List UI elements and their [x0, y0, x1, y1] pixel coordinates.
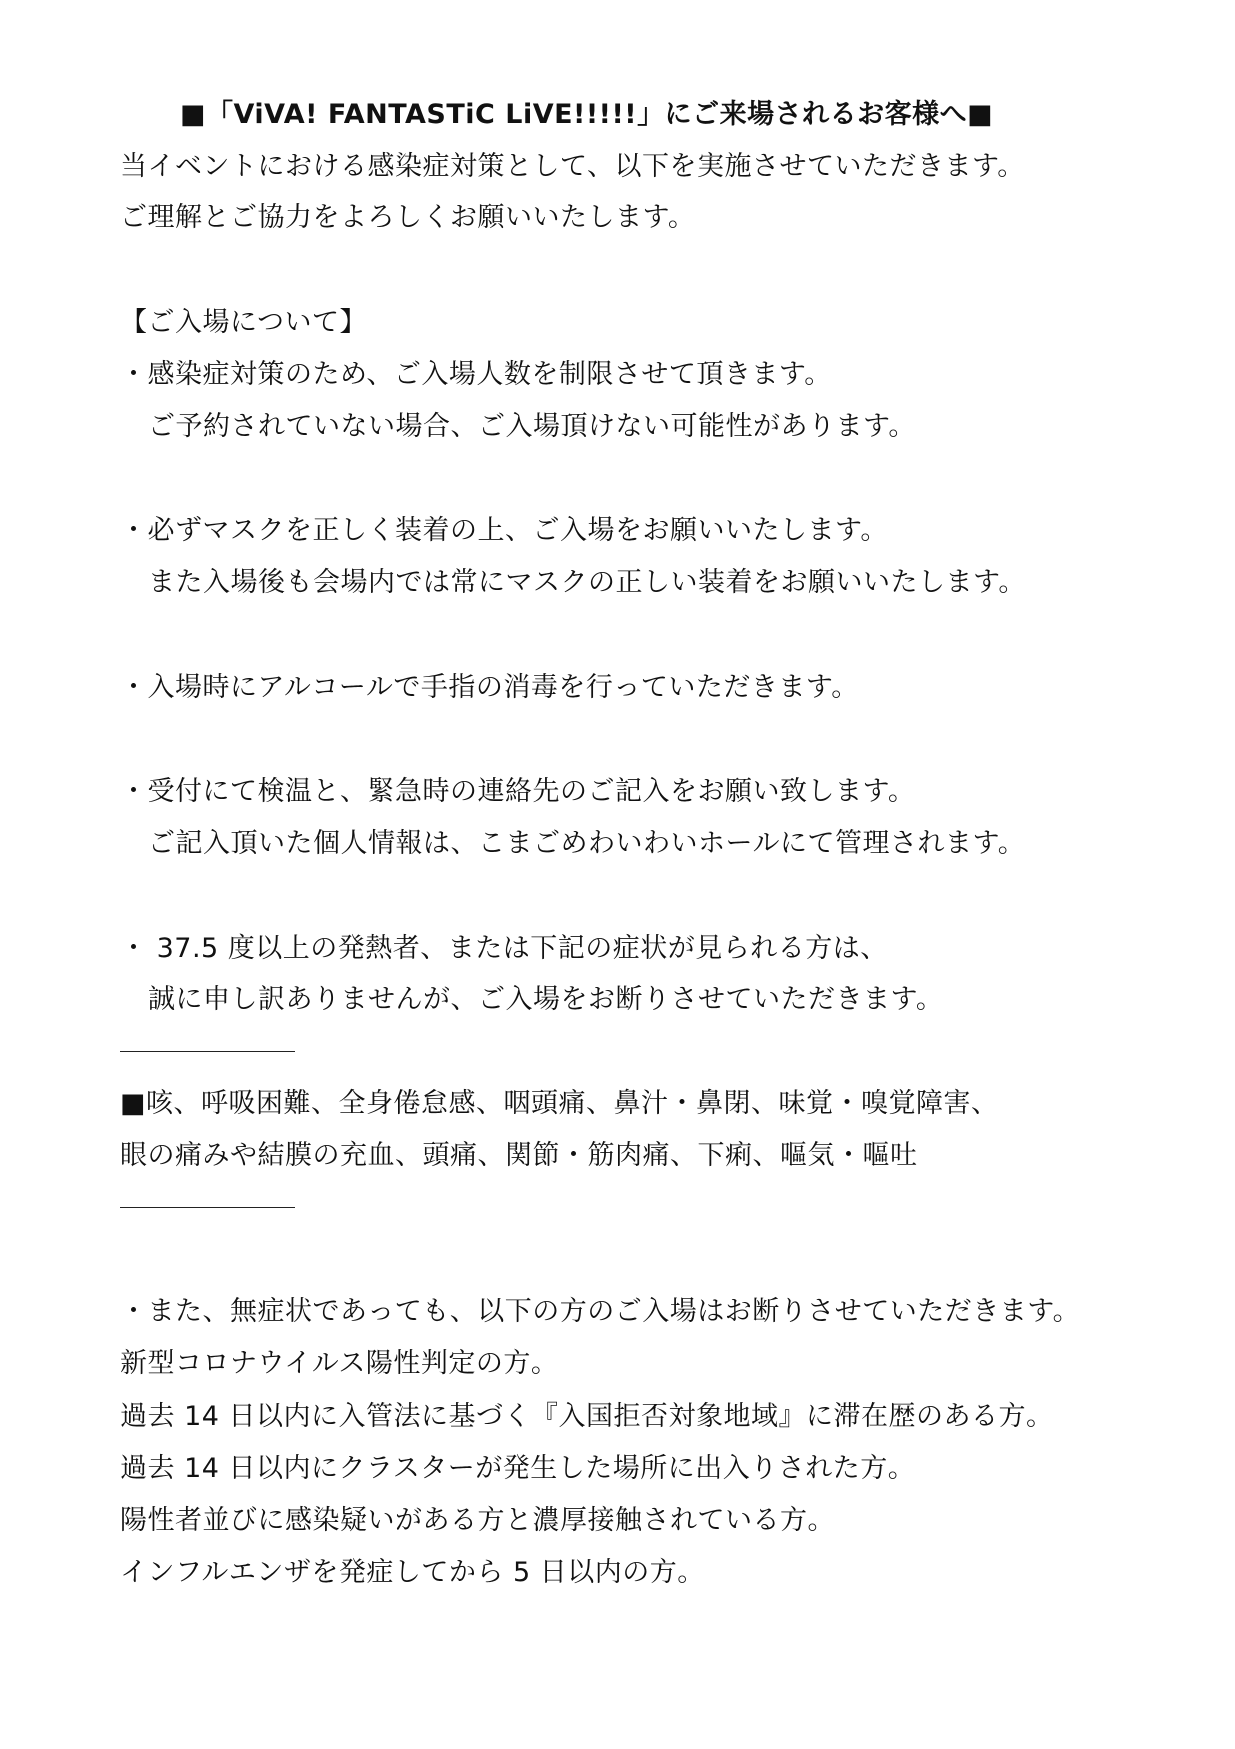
limit-line-2: ご予約されていない場合、ご入場頂けない可能性があります。 — [148, 411, 916, 442]
intro-line-2: ご理解とご協力をよろしくお願いいたします。 — [120, 202, 696, 233]
symptoms-line-1: ■咳、呼吸困難、全身倦怠感、咽頭痛、鼻汁・鼻閉、味覚・嗅覚障害、 — [120, 1088, 999, 1119]
mask-line-1: ・必ずマスクを正しく装着の上、ご入場をお願いいたします。 — [120, 515, 888, 546]
case-item-2: 過去 14 日以内に入管法に基づく『入国拒否対象地域』に滞在歴のある方。 — [120, 1401, 1054, 1432]
reception-line-1: ・受付にて検温と、緊急時の連絡先のご記入をお願い致します。 — [120, 776, 916, 807]
limit-line-1: ・感染症対策のため、ご入場人数を制限させて頂きます。 — [120, 359, 832, 390]
case-item-1: 新型コロナウイルス陽性判定の方。 — [120, 1348, 559, 1379]
divider-top — [120, 1051, 295, 1052]
case-item-4: 陽性者並びに感染疑いがある方と濃厚接触されている方。 — [120, 1505, 835, 1536]
asymptomatic-lead: ・また、無症状であっても、以下の方のご入場はお断りさせていただきます。 — [120, 1296, 1081, 1327]
intro-line-1: 当イベントにおける感染症対策として、以下を実施させていただきます。 — [120, 151, 1025, 182]
alcohol-line-1: ・入場時にアルコールで手指の消毒を行っていただきます。 — [120, 672, 859, 703]
divider-bottom — [120, 1207, 295, 1208]
section-heading: 【ご入場について】 — [120, 307, 367, 338]
symptoms-line-2: 眼の痛みや結膜の充血、頭痛、関節・筋肉痛、下痢、嘔気・嘔吐 — [120, 1140, 918, 1171]
fever-line-2: 誠に申し訳ありませんが、ご入場をお断りさせていただきます。 — [148, 984, 944, 1015]
reception-line-2: ご記入頂いた個人情報は、こまごめわいわいホールにて管理されます。 — [148, 828, 1026, 859]
fever-line-1: ・ 37.5 度以上の発熱者、または下記の症状が見られる方は、 — [120, 933, 888, 964]
mask-line-2: また入場後も会場内では常にマスクの正しい装着をお願いいたします。 — [148, 567, 1026, 598]
page-title: ■「ViVA! FANTASTiC LiVE!!!!!」にご来場されるお客様へ■ — [180, 99, 994, 130]
case-item-3: 過去 14 日以内にクラスターが発生した場所に出入りされた方。 — [120, 1453, 916, 1484]
case-item-5: インフルエンザを発症してから 5 日以内の方。 — [120, 1557, 705, 1588]
